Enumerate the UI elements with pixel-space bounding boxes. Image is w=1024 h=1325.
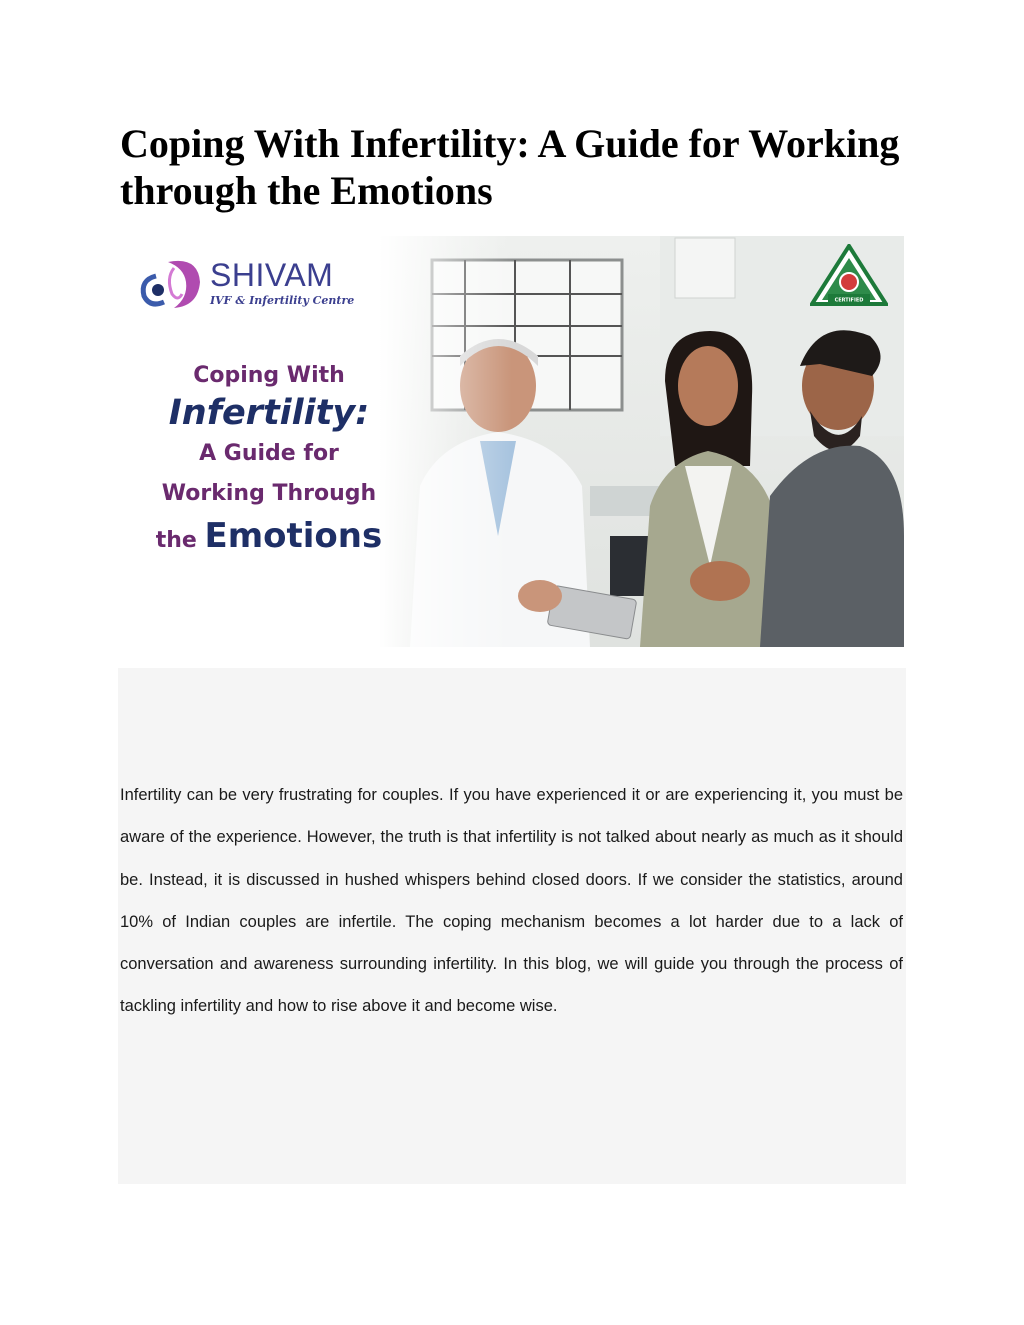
banner-heading-line-5 xyxy=(134,514,404,563)
intro-paragraph: Infertility can be very frustrating for couples. If you have experienced it or are experiencing it, you must be aware of the experience. However, the truth is that infertility is not talked about nearly as much as it should be. Instead, it is discussed in hushed whispers behind closed doors. If we consider the statistics, around 10% of Indian couples are infertile. The coping mechanism becomes a lot harder due to a lack of conversation and awareness surrounding infertility. In this blog, we will guide you through the process of tackling infertility and how to rise above it and become wise. xyxy=(120,786,903,1016)
banner-heading-line-4: Working Through xyxy=(161,481,377,506)
certification-badge-icon xyxy=(810,244,888,306)
banner-overlay xyxy=(120,236,420,647)
hero-banner-image xyxy=(120,236,904,647)
clinic-logo-icon xyxy=(138,254,208,312)
clinic-logo-subtitle: IVF & Infertility Centre xyxy=(210,294,355,307)
certification-badge-label: CERTIFIED xyxy=(834,297,864,304)
page-title: Coping With Infertility: A Guide for Working through the Emotions xyxy=(120,121,900,213)
banner-heading-line-3: A Guide for xyxy=(199,441,339,466)
banner-heading xyxy=(134,360,404,563)
clinic-logo xyxy=(138,254,368,314)
banner-heading-emphasis: Emotions xyxy=(204,516,383,556)
banner-heading-line-1: Coping With xyxy=(193,363,345,388)
banner-heading-prefix: the xyxy=(155,528,197,553)
clinic-logo-name: SHIVAM xyxy=(210,257,334,293)
banner-heading-line-2: Infertility: xyxy=(168,393,370,433)
article-body-panel xyxy=(118,668,906,1184)
